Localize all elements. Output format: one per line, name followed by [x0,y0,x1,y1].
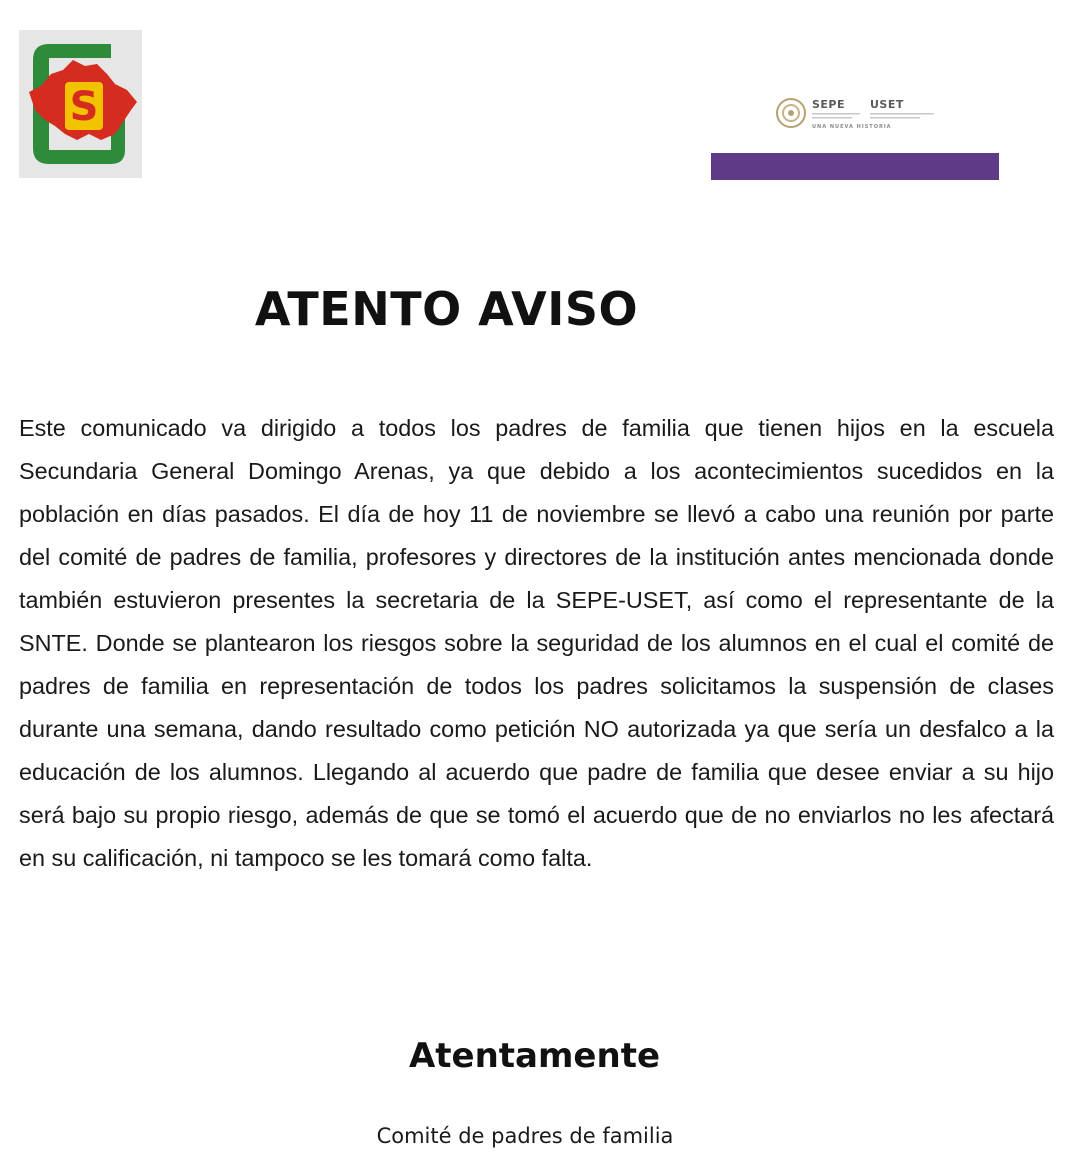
signature-line: Comité de padres de familia [376,1124,674,1148]
document-title: ATENTO AVISO [254,282,639,336]
sepe-uset-logo [770,90,950,140]
header-purple-bar [711,153,999,180]
school-logo-letter: S [69,84,99,130]
school-emblem-icon [19,30,142,178]
closing-salutation: Atentamente [408,1036,661,1076]
logo-tagline: UNA NUEVA HISTORIA [812,124,892,130]
document-body: Este comunicado va dirigido a todos los padres de familia que tienen hijos en la escuela Secundaria General Domingo Arenas, ya que debido a los acontecimientos sucedidos en la población en días pasados. El día de hoy 11 de noviembre se llevó a cabo una reunión por parte del comité de padres de familia, profesores y directores de la institución antes mencionada donde también estuvieron presentes la secretaria de la SEPE-USET, así como el representante de la SNTE. Donde se plantearon los riesgos sobre la seguridad de los alumnos en el cual el comité de padres de familia en representación de todos los padres solicitamos la suspensión de clases durante una semana, dando resultado como petición NO autorizada ya que sería un desfalco a la educación de los alumnos. Llegando al acuerdo que padre de familia que desee enviar a su hijo será bajo su propio riesgo, además de que se tomó el acuerdo que de no enviarlos no les afectará en su calificación, ni tampoco se les tomará como falta. [19,415,1054,871]
uset-label: USET [870,98,904,111]
sepe-emblem-icon [774,96,808,130]
logo-fine-print [812,112,937,120]
sepe-label: SEPE [812,98,846,111]
school-logo [19,30,142,178]
